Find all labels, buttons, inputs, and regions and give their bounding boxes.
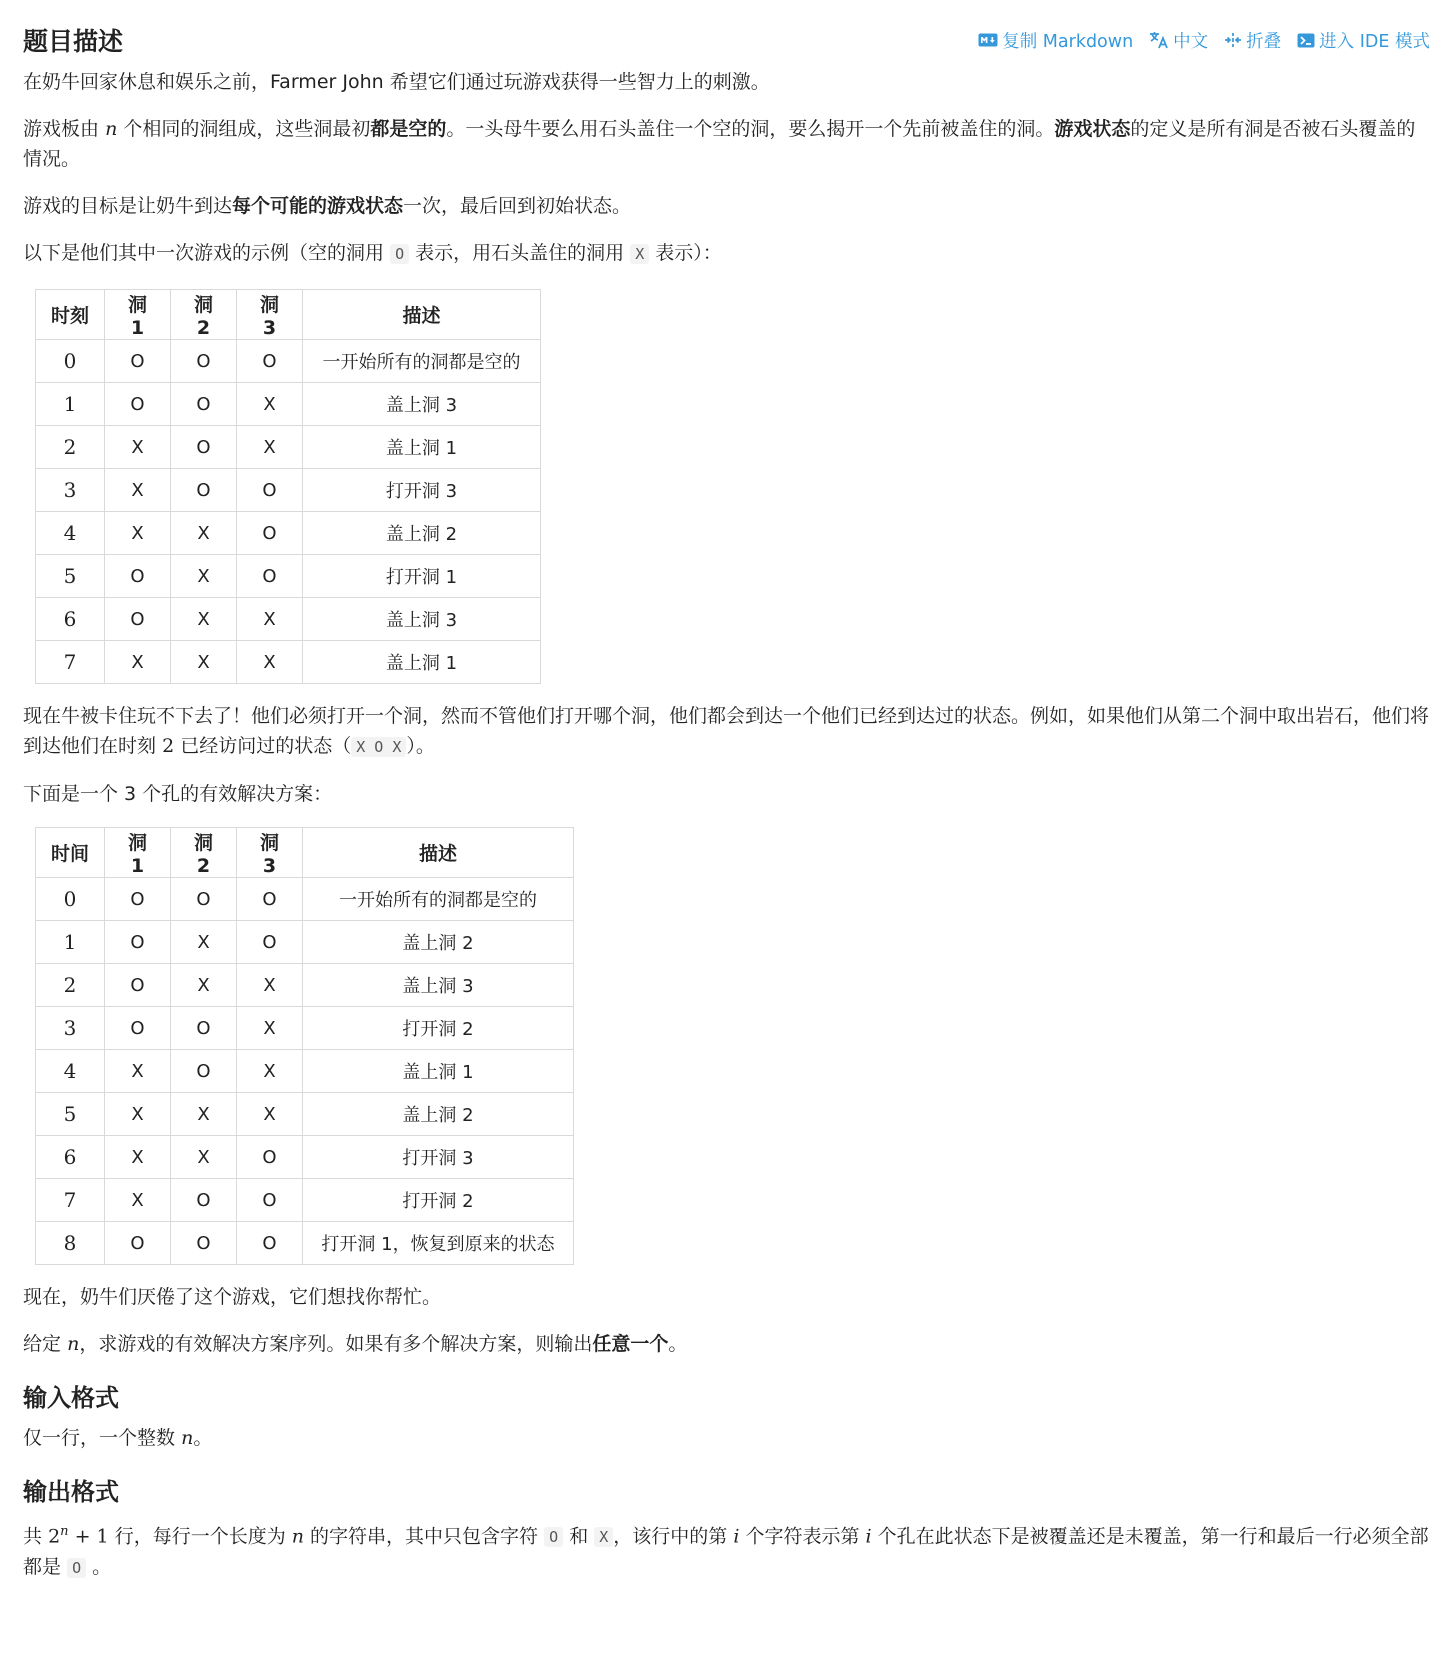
paragraph-task: 给定 n，求游戏的有效解决方案序列。如果有多个解决方案，则输出任意一个。: [23, 1333, 688, 1355]
hole-cell: X: [105, 512, 171, 555]
column-header: 洞 2: [171, 828, 237, 878]
hole-cell: X: [105, 641, 171, 684]
paragraph-board: 游戏板由 n 个相同的洞组成，这些洞最初都是空的。一头母牛要么用石头盖住一个空的洞，要么揭开一个先前被盖住的洞。游戏状态的定义是所有洞是否被石头覆盖的情况。: [23, 118, 1416, 170]
hole-cell: X: [171, 1093, 237, 1136]
hole-cell: X: [237, 598, 303, 641]
table-row: [36, 598, 541, 641]
column-header: 洞 2: [171, 290, 237, 340]
hole-cell: X: [105, 426, 171, 469]
paragraph-stuck: 现在牛被卡住玩不下去了！他们必须打开一个洞，然而不管他们打开哪个洞，他们都会到达一个他们已经到达过的状态。例如，如果他们从第二个洞中取出岩石，他们将到达他们在时刻 2 已经访问过的状态（ X O X ）。: [23, 705, 1430, 757]
section-title-output: 输出格式: [23, 1478, 119, 1506]
hole-cell: O: [237, 512, 303, 555]
time-cell: 5: [36, 1093, 105, 1136]
time-cell: 7: [36, 641, 105, 684]
description-cell: 盖上洞 3: [303, 598, 541, 641]
table-row: [36, 641, 541, 684]
description-cell: 打开洞 1: [303, 555, 541, 598]
column-header: 描述: [303, 828, 574, 878]
paragraph-help: 现在，奶牛们厌倦了这个游戏，它们想找你帮忙。: [23, 1286, 442, 1308]
hole-cell: X: [237, 383, 303, 426]
hole-cell: X: [105, 1136, 171, 1179]
time-cell: 8: [36, 1222, 105, 1265]
hole-cell: O: [171, 1179, 237, 1222]
hole-cell: O: [237, 1179, 303, 1222]
hole-cell: O: [105, 964, 171, 1007]
column-header: 洞 1: [105, 290, 171, 340]
hole-cell: X: [171, 598, 237, 641]
hole-cell: O: [237, 1222, 303, 1265]
hole-cell: O: [105, 383, 171, 426]
paragraph-solution-intro: 下面是一个 3 个孔的有效解决方案：: [23, 783, 333, 805]
description-cell: 盖上洞 1: [303, 641, 541, 684]
time-cell: 1: [36, 921, 105, 964]
table-row: [36, 878, 574, 921]
hole-cell: O: [237, 555, 303, 598]
hole-cell: X: [237, 964, 303, 1007]
hole-cell: X: [171, 555, 237, 598]
terminal-icon: [1297, 33, 1315, 48]
time-cell: 7: [36, 1179, 105, 1222]
hole-cell: X: [171, 512, 237, 555]
hole-cell: O: [237, 1136, 303, 1179]
hole-cell: X: [105, 1050, 171, 1093]
hole-cell: X: [237, 1007, 303, 1050]
header-actions: [978, 28, 1432, 53]
description-cell: 盖上洞 2: [303, 512, 541, 555]
hole-cell: X: [237, 1050, 303, 1093]
hole-cell: O: [171, 340, 237, 383]
table-row: [36, 340, 541, 383]
hole-cell: O: [237, 340, 303, 383]
code-empty-hole: O: [390, 244, 409, 264]
hole-cell: X: [171, 1136, 237, 1179]
table-row: [36, 1007, 574, 1050]
hole-cell: O: [105, 1007, 171, 1050]
hole-cell: O: [105, 555, 171, 598]
description-cell: 盖上洞 3: [303, 964, 574, 1007]
hole-cell: O: [171, 426, 237, 469]
table-row: [36, 426, 541, 469]
table-row: [36, 383, 541, 426]
copy-markdown-label: 复制 Markdown: [1002, 31, 1134, 52]
hole-cell: X: [171, 641, 237, 684]
column-header: 洞 3: [237, 290, 303, 340]
code-covered-hole: X: [630, 244, 649, 264]
ide-mode-button[interactable]: [1297, 28, 1430, 53]
hole-cell: O: [105, 340, 171, 383]
hole-cell: O: [105, 878, 171, 921]
description-cell: 一开始所有的洞都是空的: [303, 878, 574, 921]
description-cell: 盖上洞 2: [303, 921, 574, 964]
hole-cell: X: [237, 426, 303, 469]
description-cell: 打开洞 2: [303, 1179, 574, 1222]
column-header: 洞 3: [237, 828, 303, 878]
paragraph-example-intro: 以下是他们其中一次游戏的示例（空的洞用 O 表示，用石头盖住的洞用 X 表示）：: [23, 242, 722, 264]
hole-cell: X: [237, 1093, 303, 1136]
column-header: 时间: [36, 828, 105, 878]
paragraph-intro: 在奶牛回家休息和娱乐之前，Farmer John 希望它们通过玩游戏获得一些智力上的刺激。: [23, 71, 770, 93]
time-cell: 3: [36, 469, 105, 512]
column-header: 描述: [303, 290, 541, 340]
section-title-input: 输入格式: [23, 1384, 119, 1412]
time-cell: 4: [36, 1050, 105, 1093]
table-row: [36, 964, 574, 1007]
hole-cell: O: [105, 1222, 171, 1265]
code-state: X O X: [351, 737, 406, 757]
paragraph-goal: 游戏的目标是让奶牛到达每个可能的游戏状态一次，最后回到初始状态。: [23, 195, 632, 217]
ide-mode-label: 进入 IDE 模式: [1319, 31, 1430, 52]
time-cell: 2: [36, 964, 105, 1007]
solution-table-body: [36, 878, 574, 1265]
language-label: 中文: [1173, 31, 1209, 52]
table-row: [36, 921, 574, 964]
section-header: [23, 0, 1432, 58]
language-button[interactable]: [1149, 28, 1208, 53]
description-cell: 打开洞 2: [303, 1007, 574, 1050]
table-row: [36, 1136, 574, 1179]
hole-cell: X: [237, 641, 303, 684]
hole-cell: O: [237, 921, 303, 964]
hole-cell: O: [171, 383, 237, 426]
copy-markdown-button[interactable]: [978, 28, 1133, 53]
hole-cell: O: [105, 921, 171, 964]
translate-icon: [1149, 31, 1169, 49]
solution-table: [35, 827, 574, 1265]
description-cell: 打开洞 3: [303, 469, 541, 512]
paragraph-output: 共 2$^n$ + 1 行，每行一个长度为 n 的字符串，其中只包含字符 O 和 X ，该行中的第 i 个字符表示第 i 个孔在此状态下是被覆盖还是未覆盖，第一行和最后一行必须全部都是 O 。: [23, 1524, 1429, 1579]
table-row: [36, 469, 541, 512]
hole-cell: O: [171, 1007, 237, 1050]
time-cell: 1: [36, 383, 105, 426]
table-header-row: [36, 290, 541, 340]
example-table: [35, 289, 541, 684]
description-cell: 盖上洞 1: [303, 426, 541, 469]
table-row: [36, 555, 541, 598]
hole-cell: O: [171, 878, 237, 921]
description-cell: 盖上洞 2: [303, 1093, 574, 1136]
hole-cell: X: [105, 1093, 171, 1136]
description-cell: 一开始所有的洞都是空的: [303, 340, 541, 383]
time-cell: 6: [36, 1136, 105, 1179]
hole-cell: O: [171, 1222, 237, 1265]
paragraph-input: 仅一行，一个整数 n。: [23, 1427, 213, 1449]
description-cell: 打开洞 3: [303, 1136, 574, 1179]
collapse-icon: [1224, 32, 1242, 48]
collapse-label: 折叠: [1246, 31, 1282, 52]
time-cell: 0: [36, 878, 105, 921]
time-cell: 6: [36, 598, 105, 641]
table-row: [36, 1179, 574, 1222]
time-cell: 2: [36, 426, 105, 469]
column-header: 时刻: [36, 290, 105, 340]
description-cell: 打开洞 1，恢复到原来的状态: [303, 1222, 574, 1265]
description-cell: 盖上洞 1: [303, 1050, 574, 1093]
time-cell: 4: [36, 512, 105, 555]
time-cell: 3: [36, 1007, 105, 1050]
hole-cell: X: [171, 921, 237, 964]
hole-cell: X: [171, 964, 237, 1007]
table-header-row: [36, 828, 574, 878]
table-row: [36, 1222, 574, 1265]
time-cell: 0: [36, 340, 105, 383]
hole-cell: X: [105, 469, 171, 512]
example-table-body: [36, 340, 541, 684]
hole-cell: O: [237, 469, 303, 512]
markdown-icon: [978, 33, 998, 47]
column-header: 洞 1: [105, 828, 171, 878]
hole-cell: O: [237, 878, 303, 921]
table-row: [36, 512, 541, 555]
hole-cell: O: [105, 598, 171, 641]
table-row: [36, 1050, 574, 1093]
time-cell: 5: [36, 555, 105, 598]
hole-cell: O: [171, 1050, 237, 1093]
hole-cell: O: [171, 469, 237, 512]
collapse-button[interactable]: [1224, 28, 1281, 53]
description-cell: 盖上洞 3: [303, 383, 541, 426]
section-title-description: 题目描述: [23, 27, 124, 56]
table-row: [36, 1093, 574, 1136]
hole-cell: X: [105, 1179, 171, 1222]
